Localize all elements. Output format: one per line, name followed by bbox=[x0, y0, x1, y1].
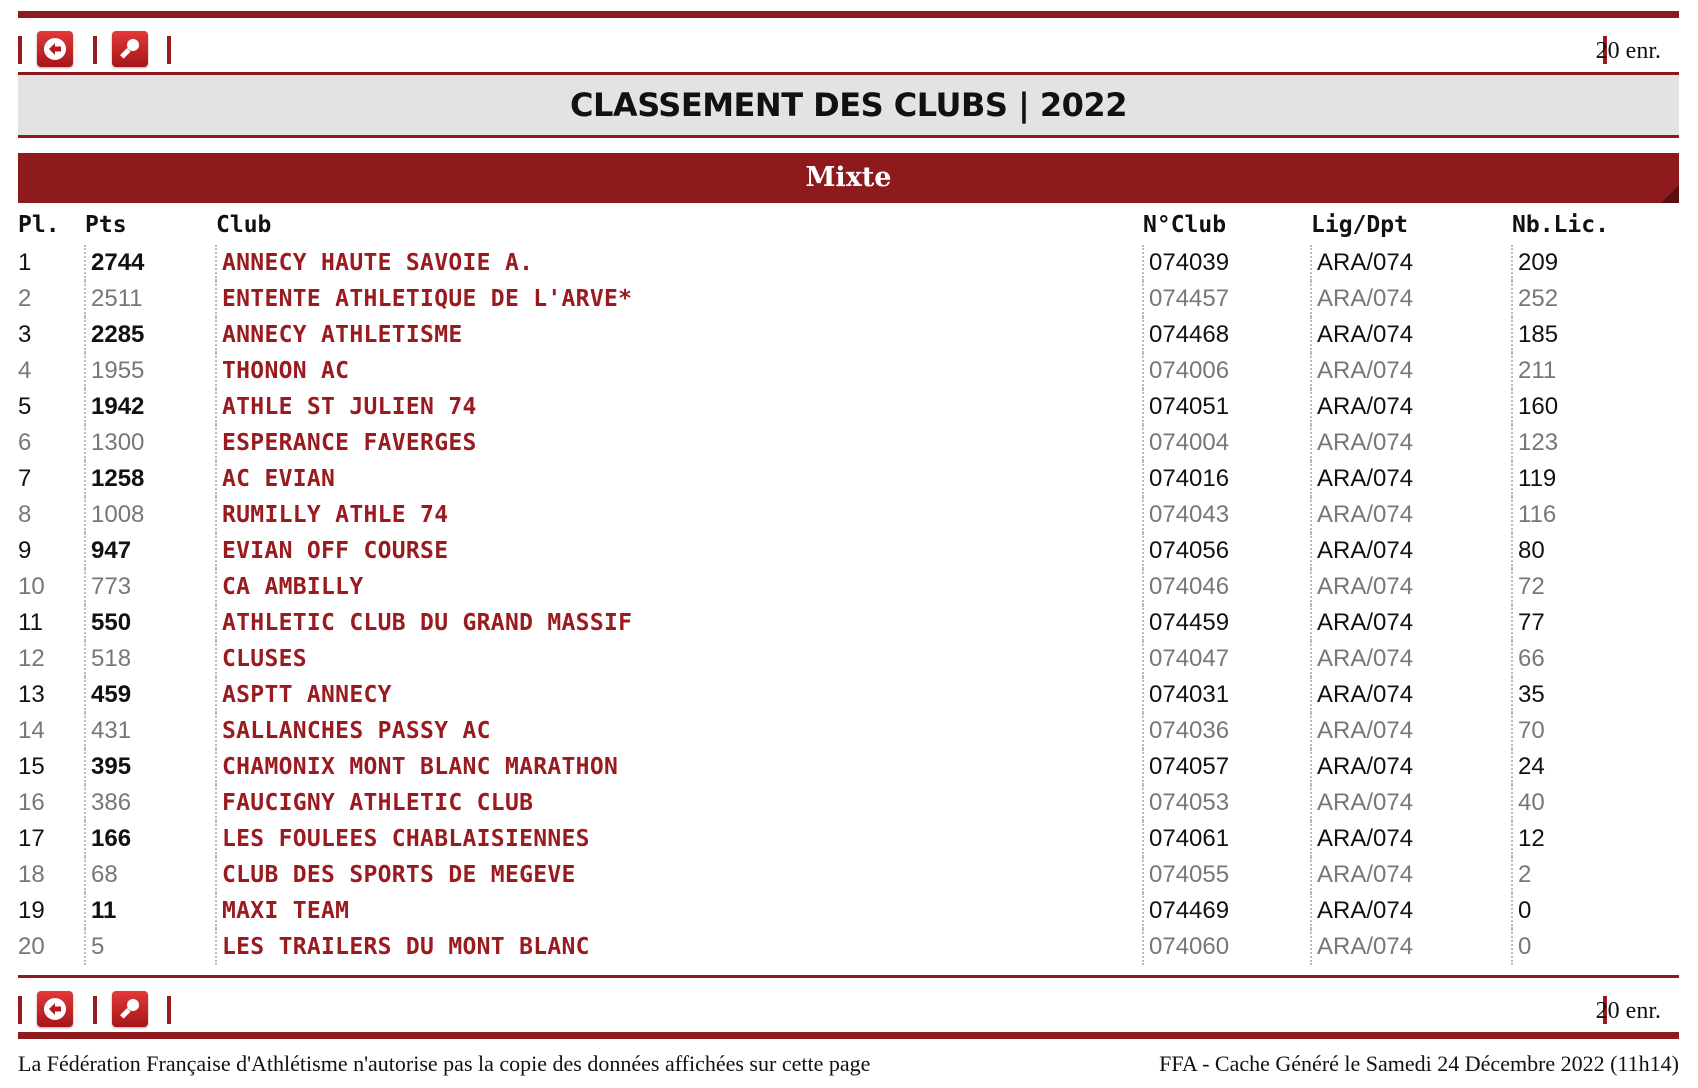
club-number-cell: 074060 bbox=[1143, 929, 1311, 965]
rank-cell: 6 bbox=[18, 429, 32, 456]
league-dept-cell: ARA/074 bbox=[1311, 533, 1512, 569]
toolbar-separator bbox=[167, 996, 171, 1024]
rank-cell: 18 bbox=[18, 861, 45, 888]
league-dept-cell: ARA/074 bbox=[1311, 425, 1512, 461]
club-number-cell: 074469 bbox=[1143, 893, 1311, 929]
back-button[interactable] bbox=[37, 31, 73, 67]
club-link[interactable]: CHAMONIX MONT BLANC MARATHON bbox=[216, 749, 1143, 785]
club-number-cell: 074039 bbox=[1143, 245, 1311, 281]
table-row bbox=[18, 461, 1679, 497]
rank-cell: 15 bbox=[18, 753, 45, 780]
league-dept-cell: ARA/074 bbox=[1311, 713, 1512, 749]
club-link[interactable]: ESPERANCE FAVERGES bbox=[216, 425, 1143, 461]
licences-cell: 211 bbox=[1512, 353, 1679, 389]
column-header[interactable]: Lig/Dpt bbox=[1311, 212, 1408, 238]
rank-cell: 4 bbox=[18, 357, 32, 384]
league-dept-cell: ARA/074 bbox=[1311, 353, 1512, 389]
licences-cell: 185 bbox=[1512, 317, 1679, 353]
rank-cell: 5 bbox=[18, 393, 32, 420]
records-count[interactable]: 20 enr. bbox=[1595, 998, 1661, 1024]
points-cell: 1942 bbox=[85, 389, 216, 425]
club-number-cell: 074036 bbox=[1143, 713, 1311, 749]
club-link[interactable]: SALLANCHES PASSY AC bbox=[216, 713, 1143, 749]
back-button[interactable] bbox=[37, 991, 73, 1027]
table-row bbox=[18, 389, 1679, 425]
club-number-cell: 074459 bbox=[1143, 605, 1311, 641]
licences-cell: 123 bbox=[1512, 425, 1679, 461]
table-row bbox=[18, 497, 1679, 533]
rank-cell: 10 bbox=[18, 573, 45, 600]
club-link[interactable]: ATHLE ST JULIEN 74 bbox=[216, 389, 1143, 425]
licences-cell: 119 bbox=[1512, 461, 1679, 497]
licences-cell: 80 bbox=[1512, 533, 1679, 569]
league-dept-cell: ARA/074 bbox=[1311, 821, 1512, 857]
licences-cell: 77 bbox=[1512, 605, 1679, 641]
club-link[interactable]: ASPTT ANNECY bbox=[216, 677, 1143, 713]
club-number-cell: 074468 bbox=[1143, 317, 1311, 353]
column-header[interactable]: Nb.Lic. bbox=[1512, 212, 1609, 238]
licences-cell: 66 bbox=[1512, 641, 1679, 677]
club-link[interactable]: CA AMBILLY bbox=[216, 569, 1143, 605]
section-title: Mixte bbox=[805, 162, 892, 193]
rank-cell: 8 bbox=[18, 501, 32, 528]
ranking-table bbox=[18, 205, 1679, 965]
club-link[interactable]: EVIAN OFF COURSE bbox=[216, 533, 1143, 569]
rank-cell: 2 bbox=[18, 285, 32, 312]
league-dept-cell: ARA/074 bbox=[1311, 749, 1512, 785]
rank-cell: 9 bbox=[18, 537, 32, 564]
toolbar-separator bbox=[167, 36, 171, 64]
table-row bbox=[18, 785, 1679, 821]
licences-cell: 72 bbox=[1512, 569, 1679, 605]
table-row bbox=[18, 281, 1679, 317]
points-cell: 518 bbox=[85, 641, 216, 677]
league-dept-cell: ARA/074 bbox=[1311, 857, 1512, 893]
footer-rule bbox=[18, 1032, 1679, 1039]
back-arrow-icon bbox=[37, 31, 73, 67]
club-number-cell: 074006 bbox=[1143, 353, 1311, 389]
licences-cell: 35 bbox=[1512, 677, 1679, 713]
licences-cell: 252 bbox=[1512, 281, 1679, 317]
cache-info: FFA - Cache Généré le Samedi 24 Décembre 2022 (11h14) bbox=[1159, 1051, 1679, 1076]
page-title: CLASSEMENT DES CLUBS | 2022 bbox=[18, 72, 1679, 138]
top-toolbar bbox=[18, 18, 1679, 66]
points-cell: 2285 bbox=[85, 317, 216, 353]
licences-cell: 70 bbox=[1512, 713, 1679, 749]
section-header bbox=[18, 153, 1679, 203]
table-row bbox=[18, 749, 1679, 785]
points-cell: 395 bbox=[85, 749, 216, 785]
licences-cell: 24 bbox=[1512, 749, 1679, 785]
licences-cell: 0 bbox=[1512, 929, 1679, 965]
club-number-cell: 074061 bbox=[1143, 821, 1311, 857]
points-cell: 431 bbox=[85, 713, 216, 749]
licences-cell: 12 bbox=[1512, 821, 1679, 857]
points-cell: 5 bbox=[85, 929, 216, 965]
licences-cell: 209 bbox=[1512, 245, 1679, 281]
club-link[interactable]: THONON AC bbox=[216, 353, 1143, 389]
column-header[interactable]: Pl. bbox=[18, 212, 60, 238]
licences-cell: 116 bbox=[1512, 497, 1679, 533]
rank-cell: 13 bbox=[18, 681, 45, 708]
club-number-cell: 074053 bbox=[1143, 785, 1311, 821]
table-row bbox=[18, 857, 1679, 893]
points-cell: 2744 bbox=[85, 245, 216, 281]
club-link[interactable]: CLUB DES SPORTS DE MEGEVE bbox=[216, 857, 1143, 893]
toolbar-separator bbox=[18, 36, 22, 64]
league-dept-cell: ARA/074 bbox=[1311, 929, 1512, 965]
points-cell: 1258 bbox=[85, 461, 216, 497]
rank-cell: 11 bbox=[18, 609, 43, 636]
table-row bbox=[18, 893, 1679, 929]
table-row bbox=[18, 245, 1679, 281]
club-link[interactable]: AC EVIAN bbox=[216, 461, 1143, 497]
points-cell: 1955 bbox=[85, 353, 216, 389]
points-cell: 1300 bbox=[85, 425, 216, 461]
league-dept-cell: ARA/074 bbox=[1311, 281, 1512, 317]
toolbar-separator bbox=[93, 36, 97, 64]
rank-cell: 20 bbox=[18, 933, 45, 960]
club-number-cell: 074056 bbox=[1143, 533, 1311, 569]
copyright-notice: La Fédération Française d'Athlétisme n'autorise pas la copie des données affichées sur cette page bbox=[18, 1051, 871, 1076]
search-button[interactable] bbox=[112, 31, 148, 67]
club-link[interactable]: ATHLETIC CLUB DU GRAND MASSIF bbox=[216, 605, 1143, 641]
top-rule bbox=[18, 11, 1679, 18]
back-arrow-icon bbox=[37, 991, 73, 1027]
footer bbox=[18, 1045, 1679, 1079]
bottom-toolbar bbox=[18, 978, 1679, 1026]
magnifier-icon bbox=[112, 991, 148, 1027]
licences-cell: 160 bbox=[1512, 389, 1679, 425]
licences-cell: 2 bbox=[1512, 857, 1679, 893]
league-dept-cell: ARA/074 bbox=[1311, 641, 1512, 677]
club-number-cell: 074016 bbox=[1143, 461, 1311, 497]
toolbar-separator bbox=[93, 996, 97, 1024]
league-dept-cell: ARA/074 bbox=[1311, 245, 1512, 281]
table-row bbox=[18, 569, 1679, 605]
points-cell: 773 bbox=[85, 569, 216, 605]
corner-decoration bbox=[1661, 185, 1679, 203]
club-number-cell: 074051 bbox=[1143, 389, 1311, 425]
league-dept-cell: ARA/074 bbox=[1311, 605, 1512, 641]
club-number-cell: 074031 bbox=[1143, 677, 1311, 713]
rank-cell: 17 bbox=[18, 825, 45, 852]
toolbar-separator bbox=[18, 996, 22, 1024]
points-cell: 68 bbox=[85, 857, 216, 893]
table-row bbox=[18, 929, 1679, 965]
league-dept-cell: ARA/074 bbox=[1311, 389, 1512, 425]
league-dept-cell: ARA/074 bbox=[1311, 677, 1512, 713]
club-link[interactable]: ENTENTE ATHLETIQUE DE L'ARVE* bbox=[216, 281, 1143, 317]
licences-cell: 40 bbox=[1512, 785, 1679, 821]
column-header[interactable]: Pts bbox=[85, 212, 127, 238]
licences-cell: 0 bbox=[1512, 893, 1679, 929]
rank-cell: 7 bbox=[18, 465, 32, 492]
points-cell: 2511 bbox=[85, 281, 216, 317]
table-row bbox=[18, 605, 1679, 641]
table-row bbox=[18, 317, 1679, 353]
points-cell: 11 bbox=[85, 893, 216, 929]
league-dept-cell: ARA/074 bbox=[1311, 497, 1512, 533]
magnifier-icon bbox=[112, 31, 148, 67]
club-number-cell: 074004 bbox=[1143, 425, 1311, 461]
page bbox=[18, 0, 1679, 1079]
league-dept-cell: ARA/074 bbox=[1311, 317, 1512, 353]
search-button[interactable] bbox=[112, 991, 148, 1027]
table-row bbox=[18, 821, 1679, 857]
table-row bbox=[18, 353, 1679, 389]
league-dept-cell: ARA/074 bbox=[1311, 785, 1512, 821]
rank-cell: 19 bbox=[18, 897, 45, 924]
table-header-row bbox=[18, 205, 1679, 245]
club-number-cell: 074046 bbox=[1143, 569, 1311, 605]
league-dept-cell: ARA/074 bbox=[1311, 893, 1512, 929]
points-cell: 386 bbox=[85, 785, 216, 821]
points-cell: 459 bbox=[85, 677, 216, 713]
league-dept-cell: ARA/074 bbox=[1311, 461, 1512, 497]
points-cell: 550 bbox=[85, 605, 216, 641]
rank-cell: 3 bbox=[18, 321, 32, 348]
table-row bbox=[18, 677, 1679, 713]
rank-cell: 12 bbox=[18, 645, 45, 672]
club-number-cell: 074457 bbox=[1143, 281, 1311, 317]
column-header[interactable]: N°Club bbox=[1143, 212, 1227, 238]
points-cell: 947 bbox=[85, 533, 216, 569]
club-link[interactable]: CLUSES bbox=[216, 641, 1143, 677]
rank-cell: 1 bbox=[18, 249, 32, 276]
rank-cell: 16 bbox=[18, 789, 45, 816]
table-row bbox=[18, 713, 1679, 749]
club-link[interactable]: ANNECY HAUTE SAVOIE A. bbox=[216, 245, 1143, 281]
points-cell: 1008 bbox=[85, 497, 216, 533]
points-cell: 166 bbox=[85, 821, 216, 857]
table-row bbox=[18, 533, 1679, 569]
league-dept-cell: ARA/074 bbox=[1311, 569, 1512, 605]
club-number-cell: 074057 bbox=[1143, 749, 1311, 785]
column-header[interactable]: Club bbox=[216, 212, 272, 238]
club-link[interactable]: FAUCIGNY ATHLETIC CLUB bbox=[216, 785, 1143, 821]
records-count[interactable]: 20 enr. bbox=[1595, 38, 1661, 64]
club-link[interactable]: LES TRAILERS DU MONT BLANC bbox=[216, 929, 1143, 965]
club-link[interactable]: LES FOULEES CHABLAISIENNES bbox=[216, 821, 1143, 857]
table-row bbox=[18, 641, 1679, 677]
club-link[interactable]: MAXI TEAM bbox=[216, 893, 1143, 929]
club-link[interactable]: RUMILLY ATHLE 74 bbox=[216, 497, 1143, 533]
club-number-cell: 074043 bbox=[1143, 497, 1311, 533]
club-link[interactable]: ANNECY ATHLETISME bbox=[216, 317, 1143, 353]
rank-cell: 14 bbox=[18, 717, 45, 744]
club-number-cell: 074047 bbox=[1143, 641, 1311, 677]
table-row bbox=[18, 425, 1679, 461]
club-number-cell: 074055 bbox=[1143, 857, 1311, 893]
